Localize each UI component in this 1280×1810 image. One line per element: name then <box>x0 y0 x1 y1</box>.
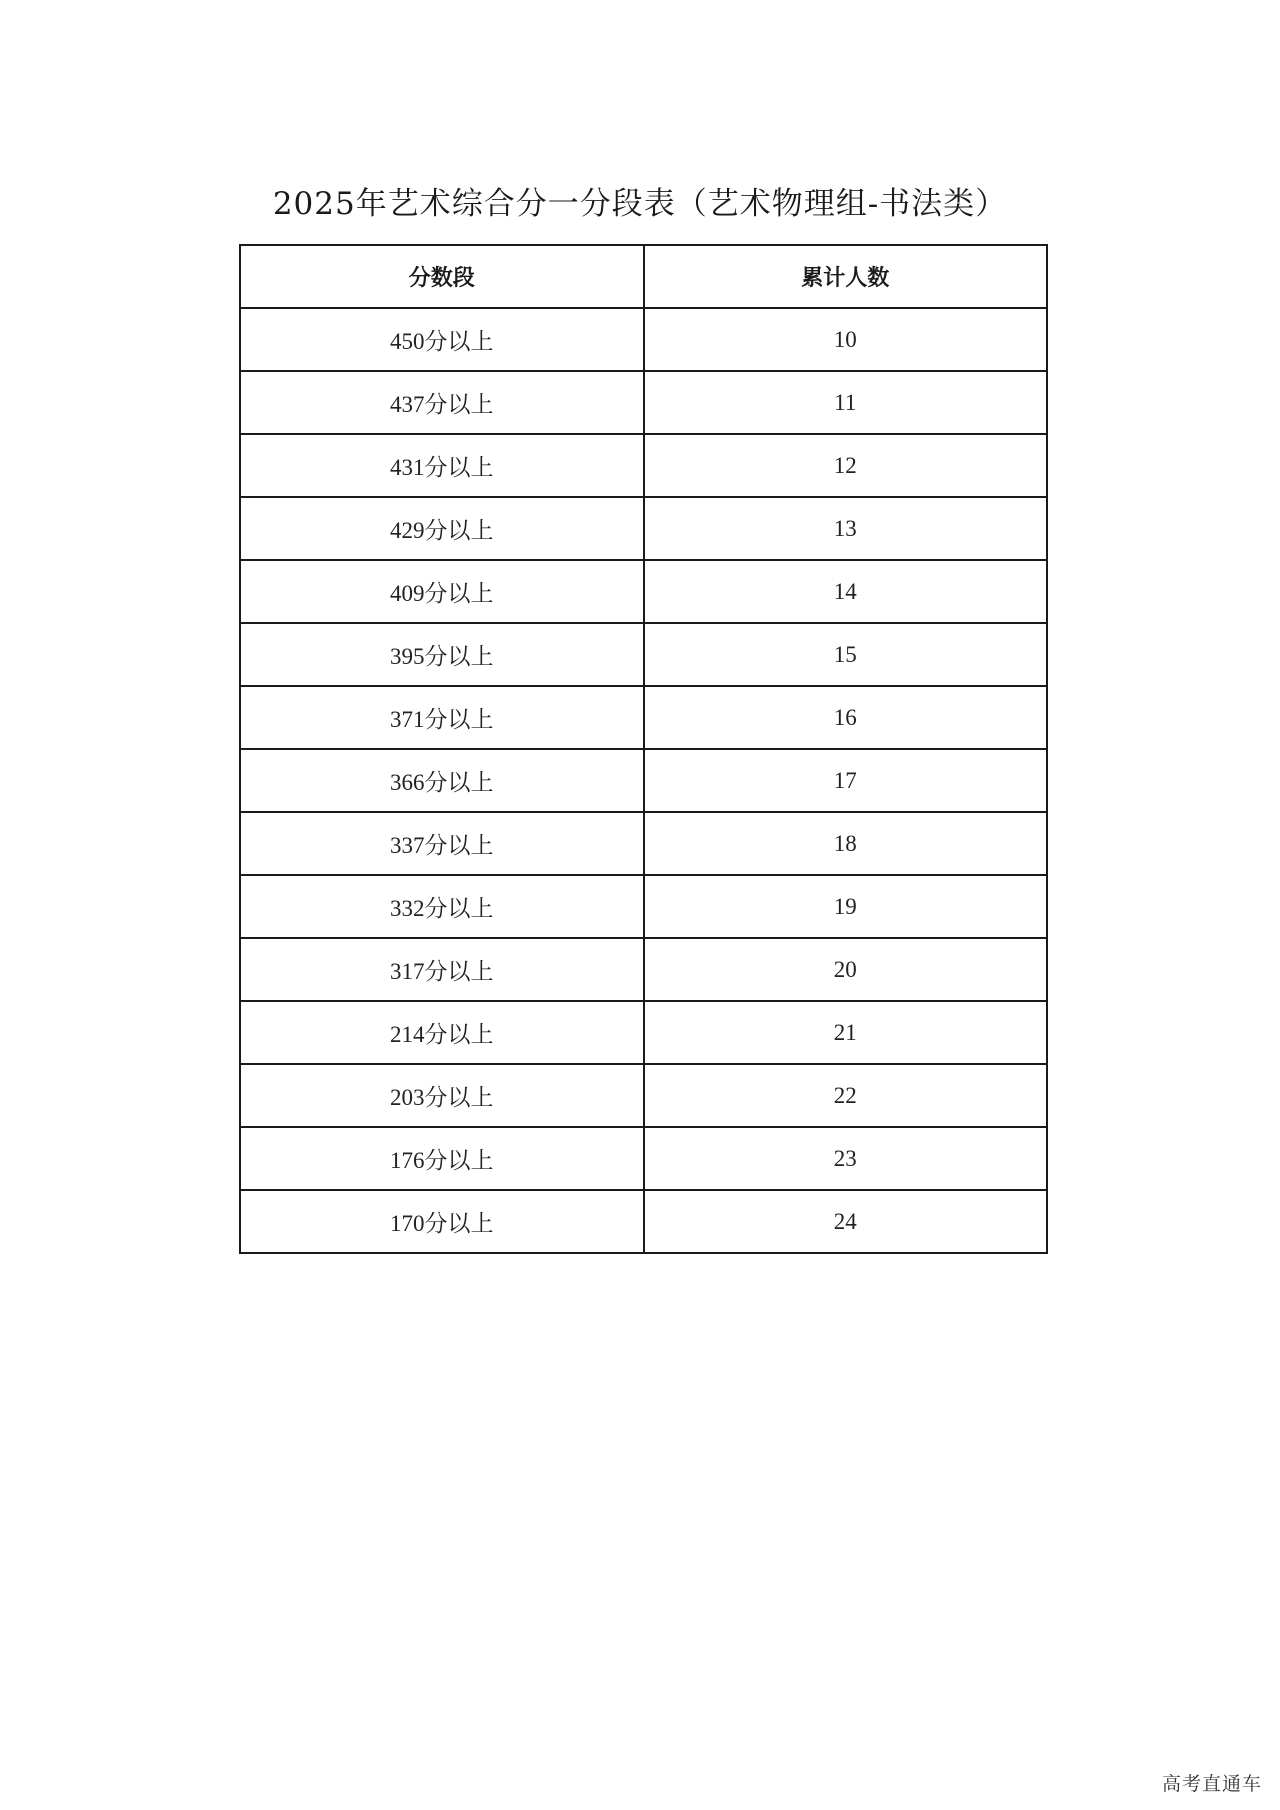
count-cell: 12 <box>644 434 1048 497</box>
score-cell: 214分以上 <box>240 1001 644 1064</box>
count-cell: 19 <box>644 875 1048 938</box>
count-cell: 14 <box>644 560 1048 623</box>
header-cumulative-count: 累计人数 <box>644 245 1048 308</box>
score-cell: 429分以上 <box>240 497 644 560</box>
table-row <box>240 749 1047 812</box>
table-row <box>240 371 1047 434</box>
count-cell: 11 <box>644 371 1048 434</box>
count-cell: 23 <box>644 1127 1048 1190</box>
score-distribution-table <box>239 244 1048 1254</box>
score-cell: 317分以上 <box>240 938 644 1001</box>
table-header-row <box>240 245 1047 308</box>
score-cell: 203分以上 <box>240 1064 644 1127</box>
score-cell: 431分以上 <box>240 434 644 497</box>
score-cell: 337分以上 <box>240 812 644 875</box>
page-title: 2025年艺术综合分一分段表（艺术物理组-书法类） <box>272 186 1008 222</box>
table-row <box>240 434 1047 497</box>
count-cell: 10 <box>644 308 1048 371</box>
table-row <box>240 560 1047 623</box>
table-row <box>240 1001 1047 1064</box>
table-row <box>240 1127 1047 1190</box>
table-row <box>240 308 1047 371</box>
count-cell: 20 <box>644 938 1048 1001</box>
header-score-range: 分数段 <box>240 245 644 308</box>
score-cell: 170分以上 <box>240 1190 644 1253</box>
table-row <box>240 875 1047 938</box>
table-row <box>240 497 1047 560</box>
score-cell: 371分以上 <box>240 686 644 749</box>
score-cell: 176分以上 <box>240 1127 644 1190</box>
table-row <box>240 938 1047 1001</box>
table-row <box>240 1064 1047 1127</box>
score-cell: 450分以上 <box>240 308 644 371</box>
count-cell: 22 <box>644 1064 1048 1127</box>
count-cell: 13 <box>644 497 1048 560</box>
score-cell: 437分以上 <box>240 371 644 434</box>
score-cell: 332分以上 <box>240 875 644 938</box>
table-row <box>240 1190 1047 1253</box>
score-cell: 395分以上 <box>240 623 644 686</box>
count-cell: 16 <box>644 686 1048 749</box>
table-row <box>240 812 1047 875</box>
score-cell: 409分以上 <box>240 560 644 623</box>
count-cell: 24 <box>644 1190 1048 1253</box>
count-cell: 17 <box>644 749 1048 812</box>
count-cell: 18 <box>644 812 1048 875</box>
table-row <box>240 623 1047 686</box>
count-cell: 21 <box>644 1001 1048 1064</box>
score-cell: 366分以上 <box>240 749 644 812</box>
count-cell: 15 <box>644 623 1048 686</box>
table-row <box>240 686 1047 749</box>
watermark: 高考直通车 <box>1161 1773 1262 1795</box>
